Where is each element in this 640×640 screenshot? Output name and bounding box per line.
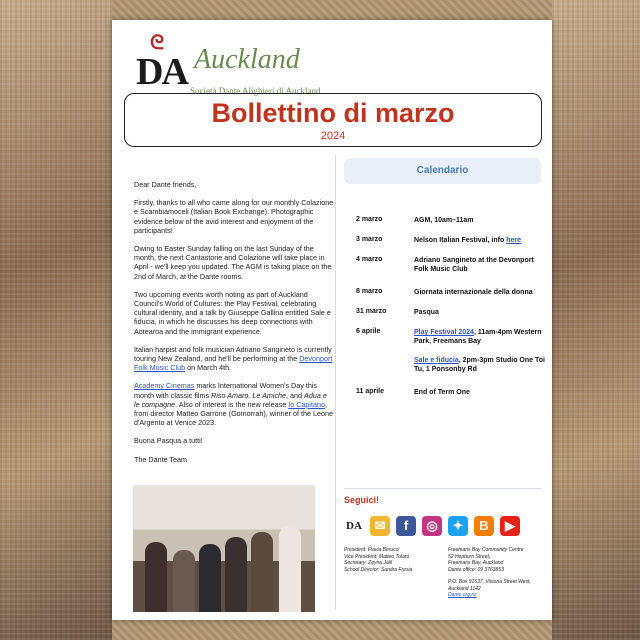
footer-line: Dante office: 09 3763853	[448, 566, 504, 573]
blogger-icon[interactable]: B	[474, 516, 494, 536]
letter-paragraph-4	[134, 345, 334, 373]
p5-text-b: , and	[286, 390, 305, 400]
play-festival-link[interactable]: Play Festival 2024	[414, 329, 474, 336]
letter-paragraph-3: Two upcoming events worth noting as part of Auckland Council's World of Cultures: the Play Festival, celebrating cultural identity, and a talk by Giuseppe Gallina entitled Sale e fiducia, in which he discusses his deep connections with Aotearoa and the immigrant experience.	[134, 289, 331, 336]
io-capitano-link[interactable]: Io Capitano	[288, 399, 325, 409]
dante-auckland-logo	[136, 30, 336, 98]
page-year: 2024	[320, 130, 346, 142]
social-divider	[344, 488, 541, 489]
footer-line: Secretary: Zeyna Jalil	[344, 560, 393, 566]
event-text	[414, 328, 546, 346]
column-divider	[335, 155, 336, 610]
p5-text-d: , from director Matteo Garrone (Gomorrah), winner of the Leone d'Argento at Venice 2023.	[134, 399, 333, 428]
letter-signature: The Dante Team	[134, 454, 188, 464]
footer-line: P.O. Box 91637, Victoria Street West,	[448, 579, 531, 585]
footer-line: Freemans Bay Community Centre	[448, 547, 524, 553]
calendar-header: Calendario	[344, 158, 541, 184]
footer-officers	[344, 547, 444, 573]
twitter-icon[interactable]: ✦	[448, 516, 468, 536]
event-date: 8 marzo	[356, 288, 383, 295]
event-text-main: , 2pm-3pm Studio One Toi Tu, 1 Ponsonby Rd	[414, 357, 545, 373]
letter-paragraph-1: Firstly, thanks to all who came along for our monthly Colazione e Scambiamoceli (Italian Book Exchange). Photographic evidence below of the avid interest and enjoyment of the participants!	[134, 198, 334, 235]
newsletter-page	[112, 20, 552, 620]
p5-films: Riso Amaro, Le Amiche	[211, 390, 287, 400]
social-title: Seguici!	[344, 495, 380, 505]
footer-line: Freemans Bay, Auckland	[448, 560, 504, 566]
logo-subtitle: Società Dante Alighieri di Auckland	[190, 86, 321, 96]
footer-line: Auckland 1142	[448, 585, 481, 592]
photo-person	[251, 532, 273, 612]
event-text-main: Nelson Italian Festival, info	[414, 237, 507, 244]
youtube-icon[interactable]: ▶	[500, 516, 520, 536]
facebook-icon[interactable]: f	[396, 516, 416, 536]
event-date: 2 marzo	[356, 216, 383, 223]
event-text: Giornata internazionale della donna	[414, 289, 533, 296]
p5-film-3: Adua e le compagne	[134, 390, 327, 409]
footer-line: School Director: Sandra Fresia	[344, 566, 413, 573]
event-date: 6 aprile	[356, 328, 381, 335]
letter-paragraph-2: Owing to Easter Sunday falling on the last Sunday of the month, the next Cantastorie and Colazione will take place in April - we'll keep you updated. The AGM is taking place on the 2nd of March, at the Dante rooms.	[134, 244, 332, 281]
p4-text-a: Italian harpist and folk musician Adriano Sangineto is currently touring New Zealand, and he'll be performing at the	[134, 344, 332, 364]
mosaic-background-left	[0, 0, 112, 640]
instagram-icon[interactable]: ◎	[422, 516, 442, 536]
letter-greeting: Dear Dante friends,	[134, 180, 197, 189]
event-text-main: , 11am-4pm Western Park, Freemans Bay	[414, 329, 542, 345]
mosaic-background-right	[552, 0, 640, 640]
event-date: 31 marzo	[356, 308, 387, 315]
event-date: 11 aprile	[356, 388, 385, 395]
photo-person	[225, 537, 247, 612]
p5-text-c: . Also of interest is the new release	[175, 399, 289, 409]
footer-address	[448, 547, 548, 599]
nelson-info-link[interactable]: here	[506, 237, 521, 244]
photo-person	[199, 544, 221, 612]
photo-person	[173, 550, 195, 612]
email-icon[interactable]: ✉	[370, 516, 390, 536]
footer-website-link[interactable]: Dante.org.nz	[448, 592, 477, 598]
footer-line: President: Flavia Berucci	[344, 547, 400, 553]
letter-body	[134, 180, 334, 473]
event-text: AGM, 10am–11am	[414, 217, 474, 224]
event-date: 3 marzo	[356, 236, 383, 243]
photo-person	[279, 526, 301, 612]
letter-paragraph-5	[134, 381, 334, 427]
photo-person	[145, 542, 167, 612]
event-text	[414, 356, 546, 374]
p5-text-a: marks International Women's Day this month with classic films	[134, 381, 318, 400]
event-text: End of Term One	[414, 389, 470, 396]
event-date: 4 marzo	[356, 256, 383, 263]
logo-mark: DA	[136, 51, 187, 93]
devonport-folk-link[interactable]: Devonport Folk Music Club	[134, 354, 333, 373]
p4-text-b: on March 4th.	[185, 363, 232, 373]
letter-closing: Buona Pasqua a tutti!	[134, 436, 203, 446]
event-text	[414, 236, 546, 245]
book-exchange-photo	[133, 485, 315, 612]
event-text: Pasqua	[414, 309, 439, 316]
page-title: Bollettino di marzo	[211, 98, 455, 128]
logo-swirl-icon: ᘓ	[150, 32, 165, 54]
logo-name: Auckland	[194, 44, 300, 75]
dante-logo-icon[interactable]: DA	[344, 516, 364, 536]
title-box	[124, 93, 542, 147]
footer-line: Vice President: Matteo Tolaro	[344, 553, 410, 560]
academy-cinemas-link[interactable]: Academy Cinemas	[134, 381, 195, 391]
footer-line: 52 Hepburn Street,	[448, 553, 491, 560]
event-text: Adriano Sangineto at the Devonport Folk Music Club	[414, 257, 534, 273]
sale-e-fiducia-link[interactable]: Sale e fiducia	[414, 357, 459, 364]
